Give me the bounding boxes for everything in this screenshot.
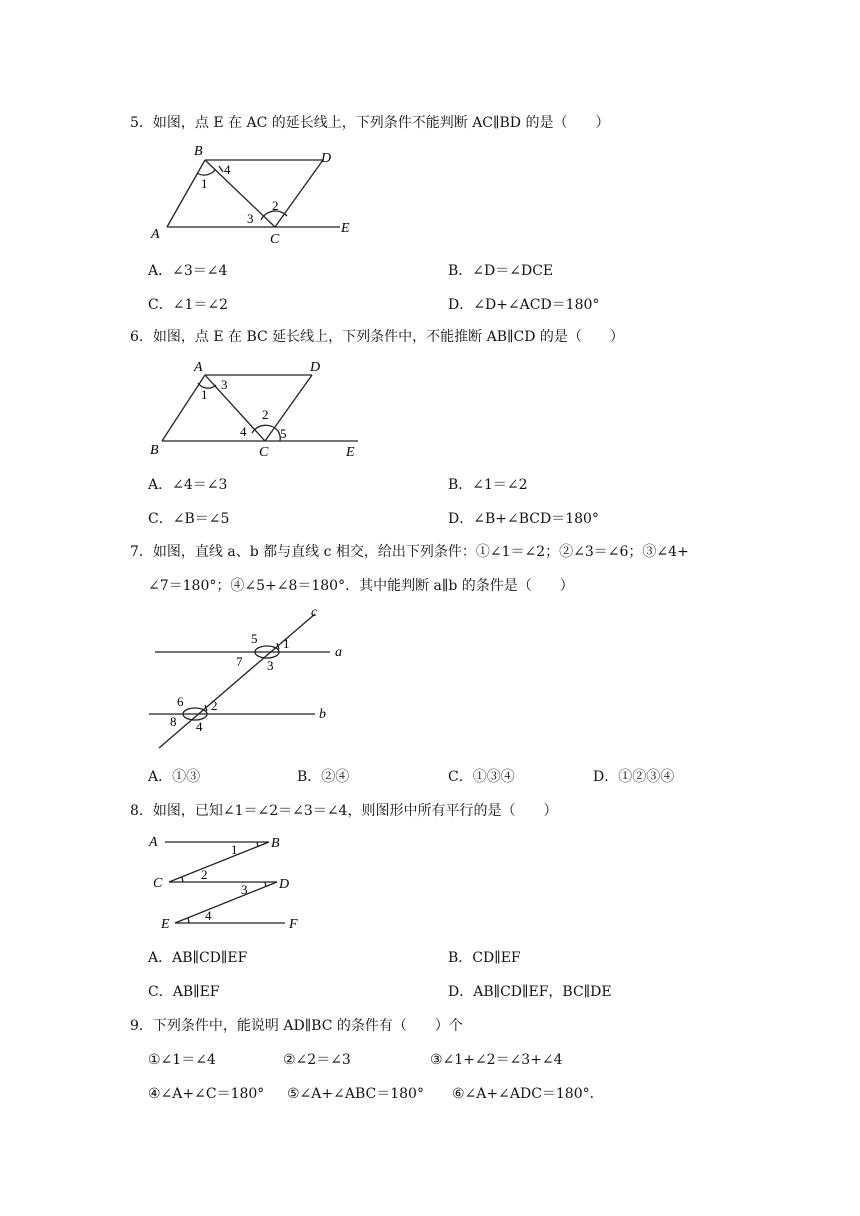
q7-angle-5: 5 [251, 631, 258, 646]
q8-angle-2: 2 [201, 867, 208, 882]
q7-figure [145, 602, 355, 752]
q5-angle-1: 1 [201, 176, 208, 191]
q6-label-A: A [194, 360, 203, 375]
q8-label-B: B [271, 836, 280, 851]
q8-label-F: F [289, 917, 298, 932]
q9-stem: 9．下列条件中，能说明 AD∥BC 的条件有（ ）个 [130, 1018, 463, 1034]
q8-label-C: C [153, 876, 163, 891]
q7-angle-2: 2 [211, 698, 218, 713]
q7-label-a: a [335, 645, 342, 660]
q5-angle-2: 2 [272, 198, 279, 213]
q8-label-E: E [161, 917, 170, 932]
q7-option-d: D．①②③④ [593, 769, 675, 785]
q5-option-c: C．∠1＝∠2 [148, 297, 228, 313]
q7-label-c: c [311, 605, 318, 620]
q9-condition-2: ②∠2＝∠3 [283, 1052, 351, 1068]
q8-angle-3: 3 [241, 882, 248, 897]
q5-label-C: C [270, 232, 280, 245]
q5-option-b: B．∠D＝∠DCE [448, 263, 554, 279]
q7-angle-1: 1 [283, 636, 290, 651]
q5-option-d: D．∠D+∠ACD＝180° [448, 297, 600, 313]
q9-condition-5: ⑤∠A+∠ABC＝180° [287, 1086, 424, 1102]
q5-label-A: A [151, 227, 160, 242]
q8-option-a: A．AB∥CD∥EF [148, 950, 248, 966]
q6-angle-2: 2 [262, 407, 269, 422]
q6-stem: 6．如图，点 E 在 BC 延长线上，下列条件中，不能推断 AB∥CD 的是（ ） [130, 329, 624, 345]
q6-angle-4: 4 [240, 424, 247, 439]
q7-angle-7: 7 [236, 654, 243, 669]
q7-stem-line1: 7．如图，直线 a、b 都与直线 c 相交，给出下列条件：①∠1＝∠2；②∠3＝∠6；③∠4+ [130, 544, 689, 560]
q5-angle-4: 4 [224, 162, 231, 177]
q7-stem-line2: ∠7＝180°；④∠5+∠8＝180°．其中能判断 a∥b 的条件是（ ） [148, 578, 574, 594]
q7-label-b: b [319, 707, 326, 722]
q8-option-c: C．AB∥EF [148, 984, 220, 1000]
q8-angle-4: 4 [205, 908, 212, 923]
q7-angle-6: 6 [177, 694, 184, 709]
q6-angle-1: 1 [201, 387, 208, 402]
q5-angle-3: 3 [247, 211, 254, 226]
q8-label-A: A [149, 835, 158, 850]
q6-angle-5: 5 [280, 426, 287, 441]
q8-stem: 8．如图，已知∠1＝∠2＝∠3＝∠4，则图形中所有平行的是（ ） [130, 803, 558, 819]
q6-option-a: A．∠4＝∠3 [148, 477, 228, 493]
q9-condition-3: ③∠1+∠2＝∠3+∠4 [430, 1052, 563, 1068]
q6-label-D: D [310, 360, 321, 375]
q7-angle-3: 3 [267, 658, 274, 673]
q7-option-a: A．①③ [148, 769, 201, 785]
q7-option-c: C．①③④ [448, 769, 515, 785]
q9-condition-6: ⑥∠A+∠ADC＝180°． [452, 1086, 604, 1102]
q5-label-B: B [194, 144, 203, 159]
q8-option-b: B．CD∥EF [448, 950, 521, 966]
q6-option-d: D．∠B+∠BCD＝180° [448, 511, 599, 527]
q6-angle-3: 3 [221, 377, 228, 392]
q6-figure [140, 355, 365, 460]
q8-angle-1: 1 [231, 842, 238, 857]
q7-angle-8: 8 [170, 714, 177, 729]
q6-option-b: B．∠1＝∠2 [448, 477, 528, 493]
q6-label-C: C [259, 445, 269, 460]
q5-label-E: E [341, 221, 350, 236]
q8-option-d: D．AB∥CD∥EF，BC∥DE [448, 984, 612, 1000]
q8-figure [145, 828, 315, 938]
q5-figure [145, 140, 365, 245]
q5-option-a: A．∠3＝∠4 [148, 263, 228, 279]
q8-label-D: D [279, 877, 290, 892]
q6-option-c: C．∠B＝∠5 [148, 511, 230, 527]
q9-condition-1: ①∠1＝∠4 [148, 1052, 216, 1068]
q6-label-E: E [346, 445, 355, 460]
q5-stem: 5．如图，点 E 在 AC 的延长线上，下列条件不能判断 AC∥BD 的是（ ） [130, 115, 610, 131]
q7-angle-4: 4 [196, 719, 203, 734]
q6-label-B: B [150, 443, 159, 458]
q9-condition-4: ④∠A+∠C＝180° [148, 1086, 265, 1102]
q7-option-b: B．②④ [297, 769, 350, 785]
q5-label-D: D [321, 151, 332, 166]
